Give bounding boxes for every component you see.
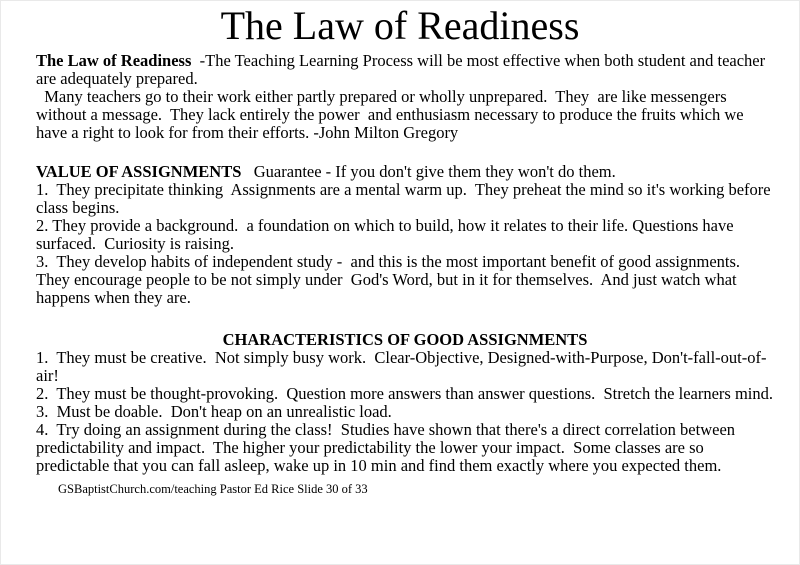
law-definition-text: -The Teaching Learning Process will be most effective when both student and teacher are adequately prepared. — [36, 51, 774, 88]
value-item-3: 3. They develop habits of independent study - and this is the most important benefit of good assignments. They encourage people to be not simply under God's Word, but in it for themselves. And just watch what happens when they are. — [36, 252, 748, 307]
characteristics-section-heading: CHARACTERISTICS OF GOOD ASSIGNMENTS — [222, 330, 588, 349]
characteristics-item-4: 4. Try doing an assignment during the class! Studies have shown that there's a direct correlation between predictability and impact. The higher your predictability the lower your impact. Some classes are so predictable that you can fall asleep, wake up in 10 min and find them exactly where you expected them. — [36, 420, 744, 475]
slide-title: The Law of Readiness — [220, 3, 580, 48]
characteristics-item-3: 3. Must be doable. Don't heap on an unrealistic load. — [36, 402, 392, 421]
value-item-2: 2. They provide a background. a foundation on which to build, how it relates to their life. Questions have surfaced. Curiosity is raising. — [36, 216, 738, 253]
footer-credit: GSBaptistChurch.com/teaching Pastor Ed Rice Slide 30 of 33 — [58, 482, 368, 496]
slide-body — [36, 52, 774, 496]
value-item-1: 1. They precipitate thinking Assignments are a mental warm up. They preheat the mind so it's working before class begins. — [36, 180, 775, 217]
value-heading-line — [36, 163, 774, 181]
value-guarantee-text: Guarantee - If you don't give them they won't do them. — [241, 162, 616, 181]
law-definition-lead: The Law of Readiness — [36, 51, 192, 70]
gregory-quote-paragraph: Many teachers go to their work either partly prepared or wholly unprepared. They are like messengers without a message. They lack entirely the power and enthusiasm necessary to produce the fruits which we have a right to look for from their efforts. -John Milton Gregory — [36, 87, 748, 142]
value-section-heading: VALUE OF ASSIGNMENTS — [36, 162, 242, 181]
law-definition-paragraph — [36, 52, 774, 88]
characteristics-item-1: 1. They must be creative. Not simply busy work. Clear-Objective, Designed-with-Purpose, Don't-fall-out-of-air! — [36, 348, 767, 385]
characteristics-item-2: 2. They must be thought-provoking. Question more answers than answer questions. Stretch the learners mind. — [36, 384, 774, 403]
